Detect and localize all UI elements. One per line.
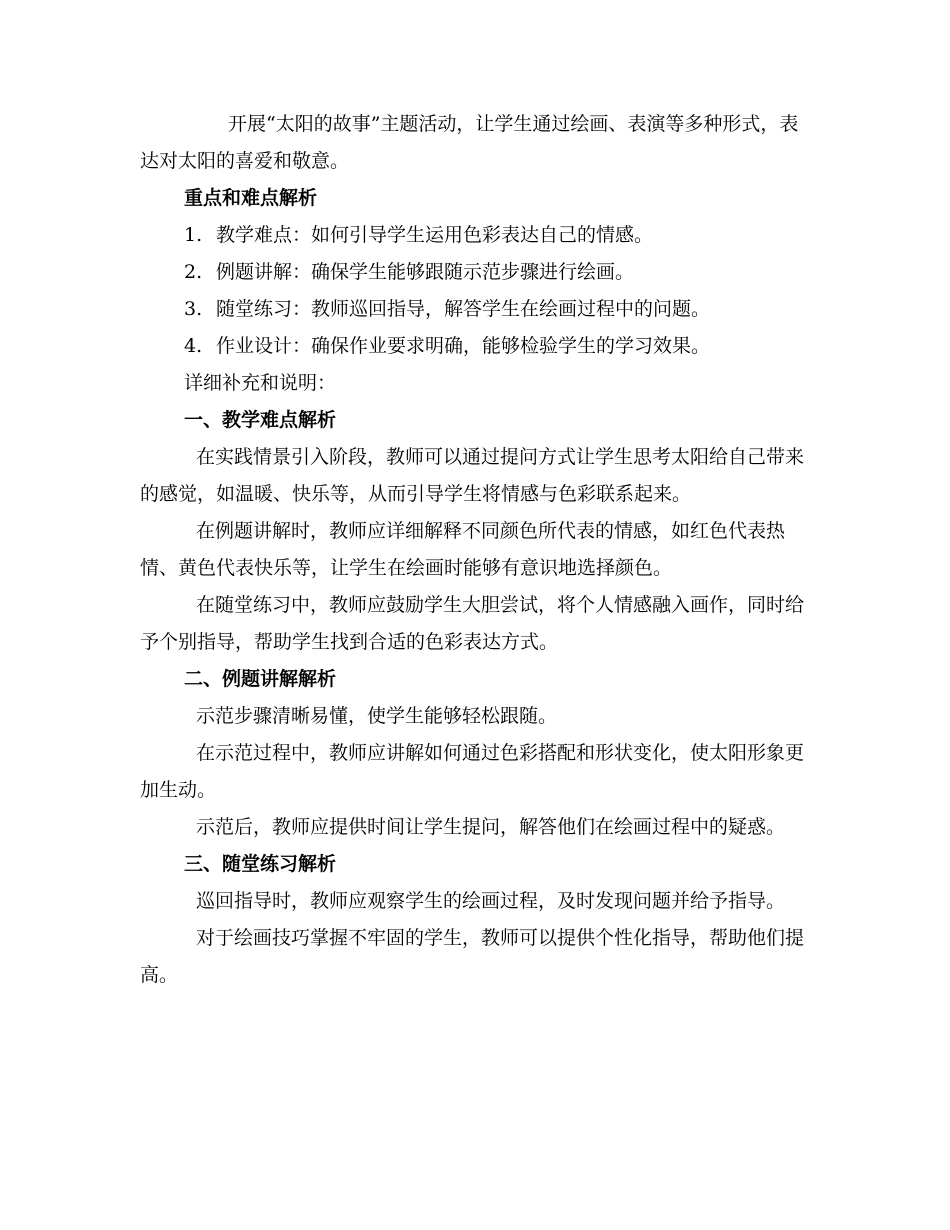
list-item-number: 3. <box>184 298 203 320</box>
list-item-text: 教学难点：如何引导学生运用色彩表达自己的情感。 <box>216 224 654 246</box>
list-item <box>140 254 812 291</box>
section-heading: 一、教学难点解析 <box>184 409 337 431</box>
section-paragraph: 在随堂练习中，教师应鼓励学生大胆尝试，将个人情感融入画作，同时给予个别指导，帮助学生找到合适的色彩表达方式。 <box>140 594 805 653</box>
section-paragraph: 示范步骤清晰易懂，使学生能够轻松跟随。 <box>196 705 558 727</box>
section-paragraph: 巡回指导时，教师应观察学生的绘画过程，及时发现问题并给予指导。 <box>196 890 786 912</box>
document-body <box>140 106 812 994</box>
list-item <box>140 328 812 365</box>
list-item <box>140 291 812 328</box>
intro-paragraph: 开展“太阳的故事”主题活动，让学生通过绘画、表演等多种形式，表达对太阳的喜爱和敬意。 <box>140 113 799 172</box>
detail-label: 详细补充和说明： <box>184 372 337 394</box>
list-item-number: 4. <box>184 335 203 357</box>
list-item-text: 作业设计：确保作业要求明确，能够检验学生的学习效果。 <box>216 335 711 357</box>
section-paragraph: 对于绘画技巧掌握不牢固的学生，教师可以提供个性化指导，帮助他们提高。 <box>140 927 805 986</box>
list-item-text: 随堂练习：教师巡回指导，解答学生在绘画过程中的问题。 <box>216 298 711 320</box>
list-item-text: 例题讲解：确保学生能够跟随示范步骤进行绘画。 <box>216 261 635 283</box>
section-heading: 二、例题讲解解析 <box>184 668 337 690</box>
section-paragraph: 在实践情景引入阶段，教师可以通过提问方式让学生思考太阳给自己带来的感觉，如温暖、快乐等，从而引导学生将情感与色彩联系起来。 <box>140 446 805 505</box>
section-paragraph: 示范后，教师应提供时间让学生提问，解答他们在绘画过程中的疑惑。 <box>196 816 786 838</box>
section-paragraph: 在示范过程中，教师应讲解如何通过色彩搭配和形状变化，使太阳形象更加生动。 <box>140 742 805 801</box>
list-item-number: 1. <box>184 224 203 246</box>
list-item <box>140 217 812 254</box>
section-paragraph: 在例题讲解时，教师应详细解释不同颜色所代表的情感，如红色代表热情、黄色代表快乐等，让学生在绘画时能够有意识地选择颜色。 <box>140 520 786 579</box>
section-heading: 三、随堂练习解析 <box>184 853 337 875</box>
list-item-number: 2. <box>184 261 203 283</box>
key-points-heading: 重点和难点解析 <box>184 187 318 209</box>
